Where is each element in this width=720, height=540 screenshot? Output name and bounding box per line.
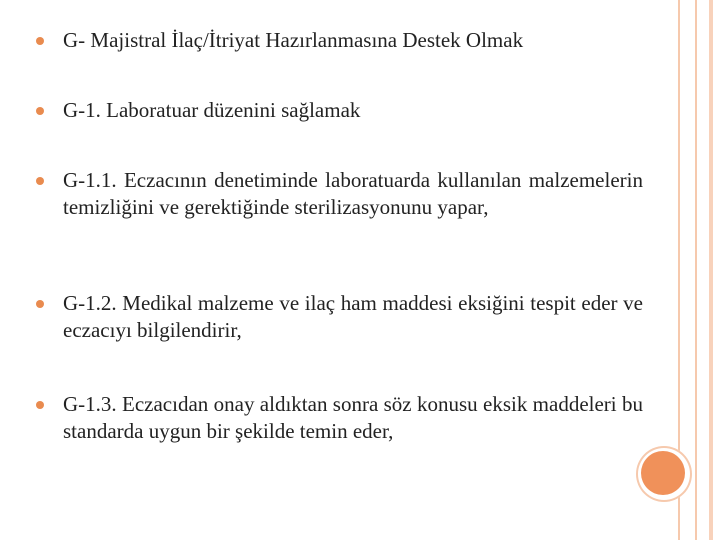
bullet-icon <box>36 401 44 409</box>
bullet-icon <box>36 107 44 115</box>
list-item-text: G-1.1. Eczacının denetiminde laboratuarda kullanılan malzemelerin temizliğini ve gerektiğinde sterilizasyonunu yapar, <box>63 168 643 219</box>
bullet-icon <box>36 37 44 45</box>
bullet-icon <box>36 300 44 308</box>
list-item-text: G-1.3. Eczacıdan onay aldıktan sonra söz konusu eksik maddeleri bu standarda uygun bir şekilde temin eder, <box>63 392 643 443</box>
list-item-text: G- Majistral İlaç/İtriyat Hazırlanmasına Destek Olmak <box>63 28 524 52</box>
bullet-icon <box>36 177 44 185</box>
list-item-text: G-1. Laboratuar düzenini sağlamak <box>63 98 361 122</box>
list-item-text: G-1.2. Medikal malzeme ve ilaç ham maddesi eksiğini tespit eder ve eczacıyı bilgilendirir, <box>63 291 643 342</box>
